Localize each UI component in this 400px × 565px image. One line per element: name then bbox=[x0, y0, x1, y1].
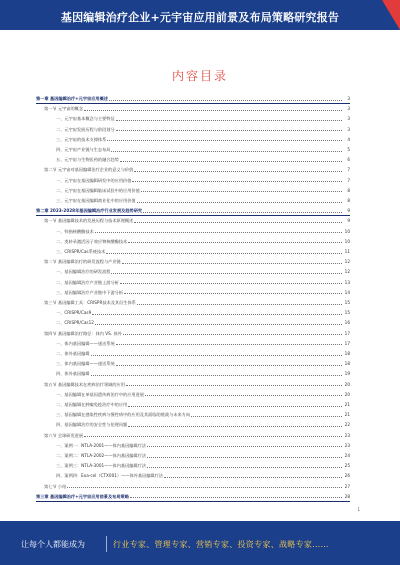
toc-leader-dots bbox=[67, 487, 342, 488]
toc-entry-page: 18 bbox=[344, 361, 350, 367]
toc-entry[interactable] bbox=[56, 370, 350, 378]
toc-entry[interactable] bbox=[36, 493, 350, 502]
toc-leader-dots bbox=[109, 100, 342, 101]
toc-entry-title: 四、体外基因编辑 bbox=[56, 371, 90, 377]
toc-entry[interactable] bbox=[56, 268, 350, 276]
toc-entry-title: 二、CRISPR/Cas12 bbox=[56, 320, 94, 326]
toc-leader-dots bbox=[116, 120, 342, 121]
toc-entry-page: 22 bbox=[344, 422, 350, 428]
toc-entry-page: 15 bbox=[344, 310, 350, 316]
toc-leader-dots bbox=[126, 385, 342, 386]
toc-entry-page: 9 bbox=[347, 218, 350, 224]
toc-entry[interactable] bbox=[36, 207, 350, 216]
toc-entry-page: 18 bbox=[344, 351, 350, 356]
toc-entry[interactable] bbox=[44, 432, 350, 440]
toc-entry-page: 17 bbox=[344, 340, 350, 346]
toc-entry-title: 三、案例三：NTLA-3001——体内基因编辑疗法 bbox=[56, 463, 147, 469]
toc-leader-dots bbox=[147, 467, 342, 468]
toc-entry-title: 一、元宇宙基本概念与主要特征 bbox=[56, 116, 115, 122]
toc-entry-title: 五、元宇宙与生物医药的融合趋势 bbox=[56, 157, 119, 163]
toc-entry-page: 14 bbox=[344, 289, 350, 295]
toc-leader-dots bbox=[143, 212, 342, 213]
toc-entry[interactable] bbox=[56, 472, 350, 480]
toc-leader-dots bbox=[123, 334, 342, 335]
toc-leader-dots bbox=[84, 110, 342, 111]
toc-entry-title: 第一节 元宇宙的概念 bbox=[44, 106, 84, 112]
toc-entry[interactable] bbox=[44, 105, 350, 113]
toc-entry[interactable] bbox=[56, 228, 350, 236]
toc-leader-dots bbox=[191, 416, 342, 417]
toc-entry-page: 24 bbox=[344, 453, 350, 458]
toc-entry[interactable] bbox=[44, 166, 350, 174]
toc-entry[interactable] bbox=[56, 309, 350, 317]
toc-entry-title: 第五节 基因编辑技术在疾病治疗领域的应用 bbox=[44, 381, 125, 387]
toc-leader-dots bbox=[130, 497, 342, 498]
toc-leader-dots bbox=[95, 324, 342, 325]
toc-leader-dots bbox=[120, 283, 342, 284]
toc-entry-title: 第二节 基因编辑治疗的研发流程与产业链 bbox=[44, 259, 121, 265]
toc-entry-page: 9 bbox=[347, 208, 350, 214]
toc-entry-page: 4 bbox=[347, 136, 350, 142]
footer-slogan-left: 让每个人都能成为 bbox=[21, 540, 85, 549]
toc-entry[interactable] bbox=[56, 319, 350, 327]
toc-entry-title: 二、元宇宙在基因编辑临床试验中的应用价值 bbox=[56, 187, 140, 193]
toc-entry-page: 6 bbox=[347, 157, 350, 163]
toc-entry[interactable] bbox=[56, 289, 350, 297]
toc-entry-page: 20 bbox=[344, 391, 350, 397]
toc-entry-title: 第四节 基因编辑治疗路径：体内 VS. 体外 bbox=[44, 330, 122, 336]
toc-entry-page: 3 bbox=[347, 116, 350, 122]
toc-entry-page: 5 bbox=[347, 147, 350, 152]
toc-leader-dots bbox=[128, 406, 342, 407]
toc-entry[interactable] bbox=[44, 330, 350, 338]
toc-entry-title: 二、元宇宙发展历程与阶段划分 bbox=[56, 126, 115, 132]
toc-entry-page: 8 bbox=[347, 187, 350, 193]
toc-leader-dots bbox=[120, 161, 342, 162]
toc-leader-dots bbox=[84, 436, 342, 437]
toc-entry-page: 7 bbox=[347, 177, 350, 183]
toc-entry[interactable] bbox=[44, 299, 350, 307]
toc-entry-title: 一、基因编辑治疗的研发流程 bbox=[56, 269, 111, 275]
toc-entry[interactable] bbox=[56, 187, 350, 195]
toc-leader-dots bbox=[111, 273, 342, 274]
toc-entry-title: 三、元宇宙的技术支撑体系 bbox=[56, 136, 107, 142]
toc-entry-title: 一、元宇宙在基因编辑研发中的应用价值 bbox=[56, 177, 132, 183]
toc-entry-page: 15 bbox=[344, 300, 350, 305]
toc-entry[interactable] bbox=[56, 177, 350, 185]
toc-entry-page: 10 bbox=[344, 228, 350, 234]
toc-leader-dots bbox=[137, 304, 342, 305]
toc-leader-dots bbox=[116, 365, 342, 366]
toc-entry[interactable] bbox=[44, 217, 350, 225]
toc-entry-title: 第二章 2023-2028年基因编辑治疗行业发展及趋势研究 bbox=[36, 208, 143, 214]
toc-entry-title: 二、类转录激活因子效应物核酸酶技术 bbox=[56, 238, 128, 244]
toc-entry[interactable] bbox=[56, 156, 350, 164]
toc-entry-page: 3 bbox=[347, 106, 350, 112]
toc-leader-dots bbox=[128, 426, 342, 427]
toc-entry-page: 3 bbox=[347, 126, 350, 132]
toc-heading: 内容目录 bbox=[171, 69, 228, 83]
toc-entry-title: 第三章 基因编辑治疗+元宇宙应用前景及布局策略 bbox=[36, 493, 129, 499]
toc-entry[interactable] bbox=[44, 258, 350, 266]
footer-slogan-right: 行业专家、管理专家、营销专家、投资专家、战略专家…… bbox=[113, 540, 329, 549]
toc-entry-page: 26 bbox=[344, 473, 350, 479]
toc-leader-dots bbox=[134, 222, 342, 223]
toc-entry-page: 27 bbox=[344, 483, 350, 489]
toc-entry[interactable] bbox=[56, 115, 350, 123]
toc-entry-title: 第一章 基因编辑治疗+元宇宙应用概述 bbox=[36, 96, 108, 101]
toc-leader-dots bbox=[122, 263, 342, 264]
toc-leader-dots bbox=[137, 202, 342, 203]
toc-entry-title: 一、体内基因编辑——递送系统 bbox=[56, 340, 115, 346]
toc-entry[interactable] bbox=[56, 360, 350, 368]
toc-entry-page: 13 bbox=[344, 279, 350, 285]
toc-entry-page: 21 bbox=[344, 402, 350, 407]
toc-entry-title: 二、案例二：NTLA-2002——体内基因编辑疗法 bbox=[56, 453, 147, 458]
toc-entry-title: 二、基因编辑治疗产业链上游分析 bbox=[56, 279, 119, 285]
toc-entry-title: 一、锌指核酸酶技术 bbox=[56, 228, 94, 234]
toc-leader-dots bbox=[107, 140, 342, 141]
report-title: 基因编辑治疗企业+元宇宙应用前景及布局策略研究报告 bbox=[60, 11, 340, 24]
footer-separator bbox=[106, 536, 107, 552]
toc-entry-page: 12 bbox=[344, 259, 350, 265]
toc-entry-title: 二、体外基因编辑 bbox=[56, 351, 90, 356]
toc-entry[interactable] bbox=[56, 462, 350, 470]
toc-entry[interactable] bbox=[44, 381, 350, 389]
toc-entry-title: 三、元宇宙在基因编辑商业化中的应用价值 bbox=[56, 198, 136, 203]
toc-entry[interactable] bbox=[56, 238, 350, 246]
toc-leader-dots bbox=[134, 171, 342, 172]
toc-entry[interactable] bbox=[56, 421, 350, 429]
toc-leader-dots bbox=[111, 151, 342, 152]
toc-entry[interactable] bbox=[56, 350, 350, 358]
toc-entry-page: 12 bbox=[344, 269, 350, 275]
footer-banner bbox=[0, 523, 400, 565]
toc-entry-page: 23 bbox=[344, 442, 350, 448]
toc-entry-page: 10 bbox=[344, 238, 350, 244]
toc-leader-dots bbox=[164, 477, 342, 478]
toc-entry[interactable] bbox=[56, 391, 350, 399]
toc-entry-title: 三、CRISPR/Cas系统技术 bbox=[56, 249, 106, 254]
toc-entry[interactable] bbox=[56, 146, 350, 154]
toc-leader-dots bbox=[91, 355, 342, 356]
toc-entry[interactable] bbox=[36, 95, 350, 104]
toc-leader-dots bbox=[106, 253, 342, 254]
toc-leader-dots bbox=[116, 130, 342, 131]
toc-entry-title: 四、元宇宙产业链与生态布局 bbox=[56, 147, 111, 152]
toc-entry-title: 三、体内基因编辑——递送系统 bbox=[56, 361, 115, 367]
toc-entry-page: 20 bbox=[344, 381, 350, 387]
toc-entry-page: 23 bbox=[344, 432, 350, 438]
toc-entry[interactable] bbox=[56, 401, 350, 409]
toc-leader-dots bbox=[92, 314, 342, 315]
toc-entry[interactable] bbox=[44, 483, 350, 491]
toc-entry[interactable] bbox=[56, 279, 350, 287]
toc-entry[interactable] bbox=[56, 136, 350, 144]
toc-leader-dots bbox=[95, 232, 342, 233]
toc-entry-page: 28 bbox=[344, 493, 350, 499]
toc-entry-title: 三、基因编辑治疗产业链中下游分析 bbox=[56, 289, 124, 295]
toc-entry-title: 四、基因编辑治疗的安全性与伦理问题 bbox=[56, 422, 128, 428]
toc-entry-page: 11 bbox=[344, 249, 350, 254]
toc-entry[interactable] bbox=[56, 442, 350, 450]
toc-leader-dots bbox=[124, 293, 342, 294]
page-number: 1 bbox=[357, 507, 360, 512]
header-corner-accent bbox=[382, 0, 400, 30]
toc-entry[interactable] bbox=[56, 411, 350, 419]
toc-entry[interactable] bbox=[56, 126, 350, 134]
report-header bbox=[0, 0, 400, 30]
toc-entry-page: 21 bbox=[344, 412, 350, 418]
toc-leader-dots bbox=[141, 191, 342, 192]
toc-leader-dots bbox=[147, 446, 342, 447]
toc-entry-page: 17 bbox=[344, 330, 350, 336]
toc-entry-title: 三、基因编辑在感染性疾病与慢性病中的应用及其面临的挑战与未来方向 bbox=[56, 412, 191, 418]
toc-leader-dots bbox=[147, 457, 342, 458]
toc-entry-title: 第三节 基因编辑工具：CRISPR技术及其衍生体系 bbox=[44, 300, 136, 305]
toc-entry-title: 第二节 元宇宙对基因编辑治疗企业的意义与价值 bbox=[44, 167, 134, 173]
toc-entry-title: 四、案例四：Exa-cel（CTX001）——体外基因编辑疗法 bbox=[56, 473, 163, 479]
toc-entry-page: 7 bbox=[347, 167, 350, 173]
toc-leader-dots bbox=[132, 181, 342, 182]
toc-entry-page: 25 bbox=[344, 463, 350, 469]
toc-entry-title: 二、基因编辑在肿瘤免疫治疗中的应用 bbox=[56, 402, 128, 407]
toc-entry-title: 第一节 基因编辑技术的发展历程与技术原理概述 bbox=[44, 218, 134, 224]
toc-entry-title: 一、案例一：NTLA-2001——体内基因编辑疗法 bbox=[56, 442, 147, 448]
toc-entry-page: 16 bbox=[344, 320, 350, 326]
toc-entry-title: 第六节 全球研发进展 bbox=[44, 432, 84, 438]
toc-entry-page: 8 bbox=[347, 198, 350, 203]
toc-entry-title: 一、基因编辑在单基因遗传病治疗中的应用进展 bbox=[56, 391, 144, 397]
toc-entry-title: 一、CRISPR/Cas9 bbox=[56, 310, 92, 316]
toc-entry-title: 第七节 小结 bbox=[44, 483, 67, 489]
toc-entry[interactable] bbox=[56, 340, 350, 348]
toc-leader-dots bbox=[116, 344, 342, 345]
toc-entry[interactable] bbox=[56, 197, 350, 205]
toc-leader-dots bbox=[91, 375, 342, 376]
toc-leader-dots bbox=[145, 395, 342, 396]
toc-entry[interactable] bbox=[56, 452, 350, 460]
toc-entry[interactable] bbox=[56, 248, 350, 256]
toc-entry-page: 19 bbox=[344, 371, 350, 377]
toc-leader-dots bbox=[128, 242, 342, 243]
toc-entry-page: 3 bbox=[347, 96, 350, 101]
